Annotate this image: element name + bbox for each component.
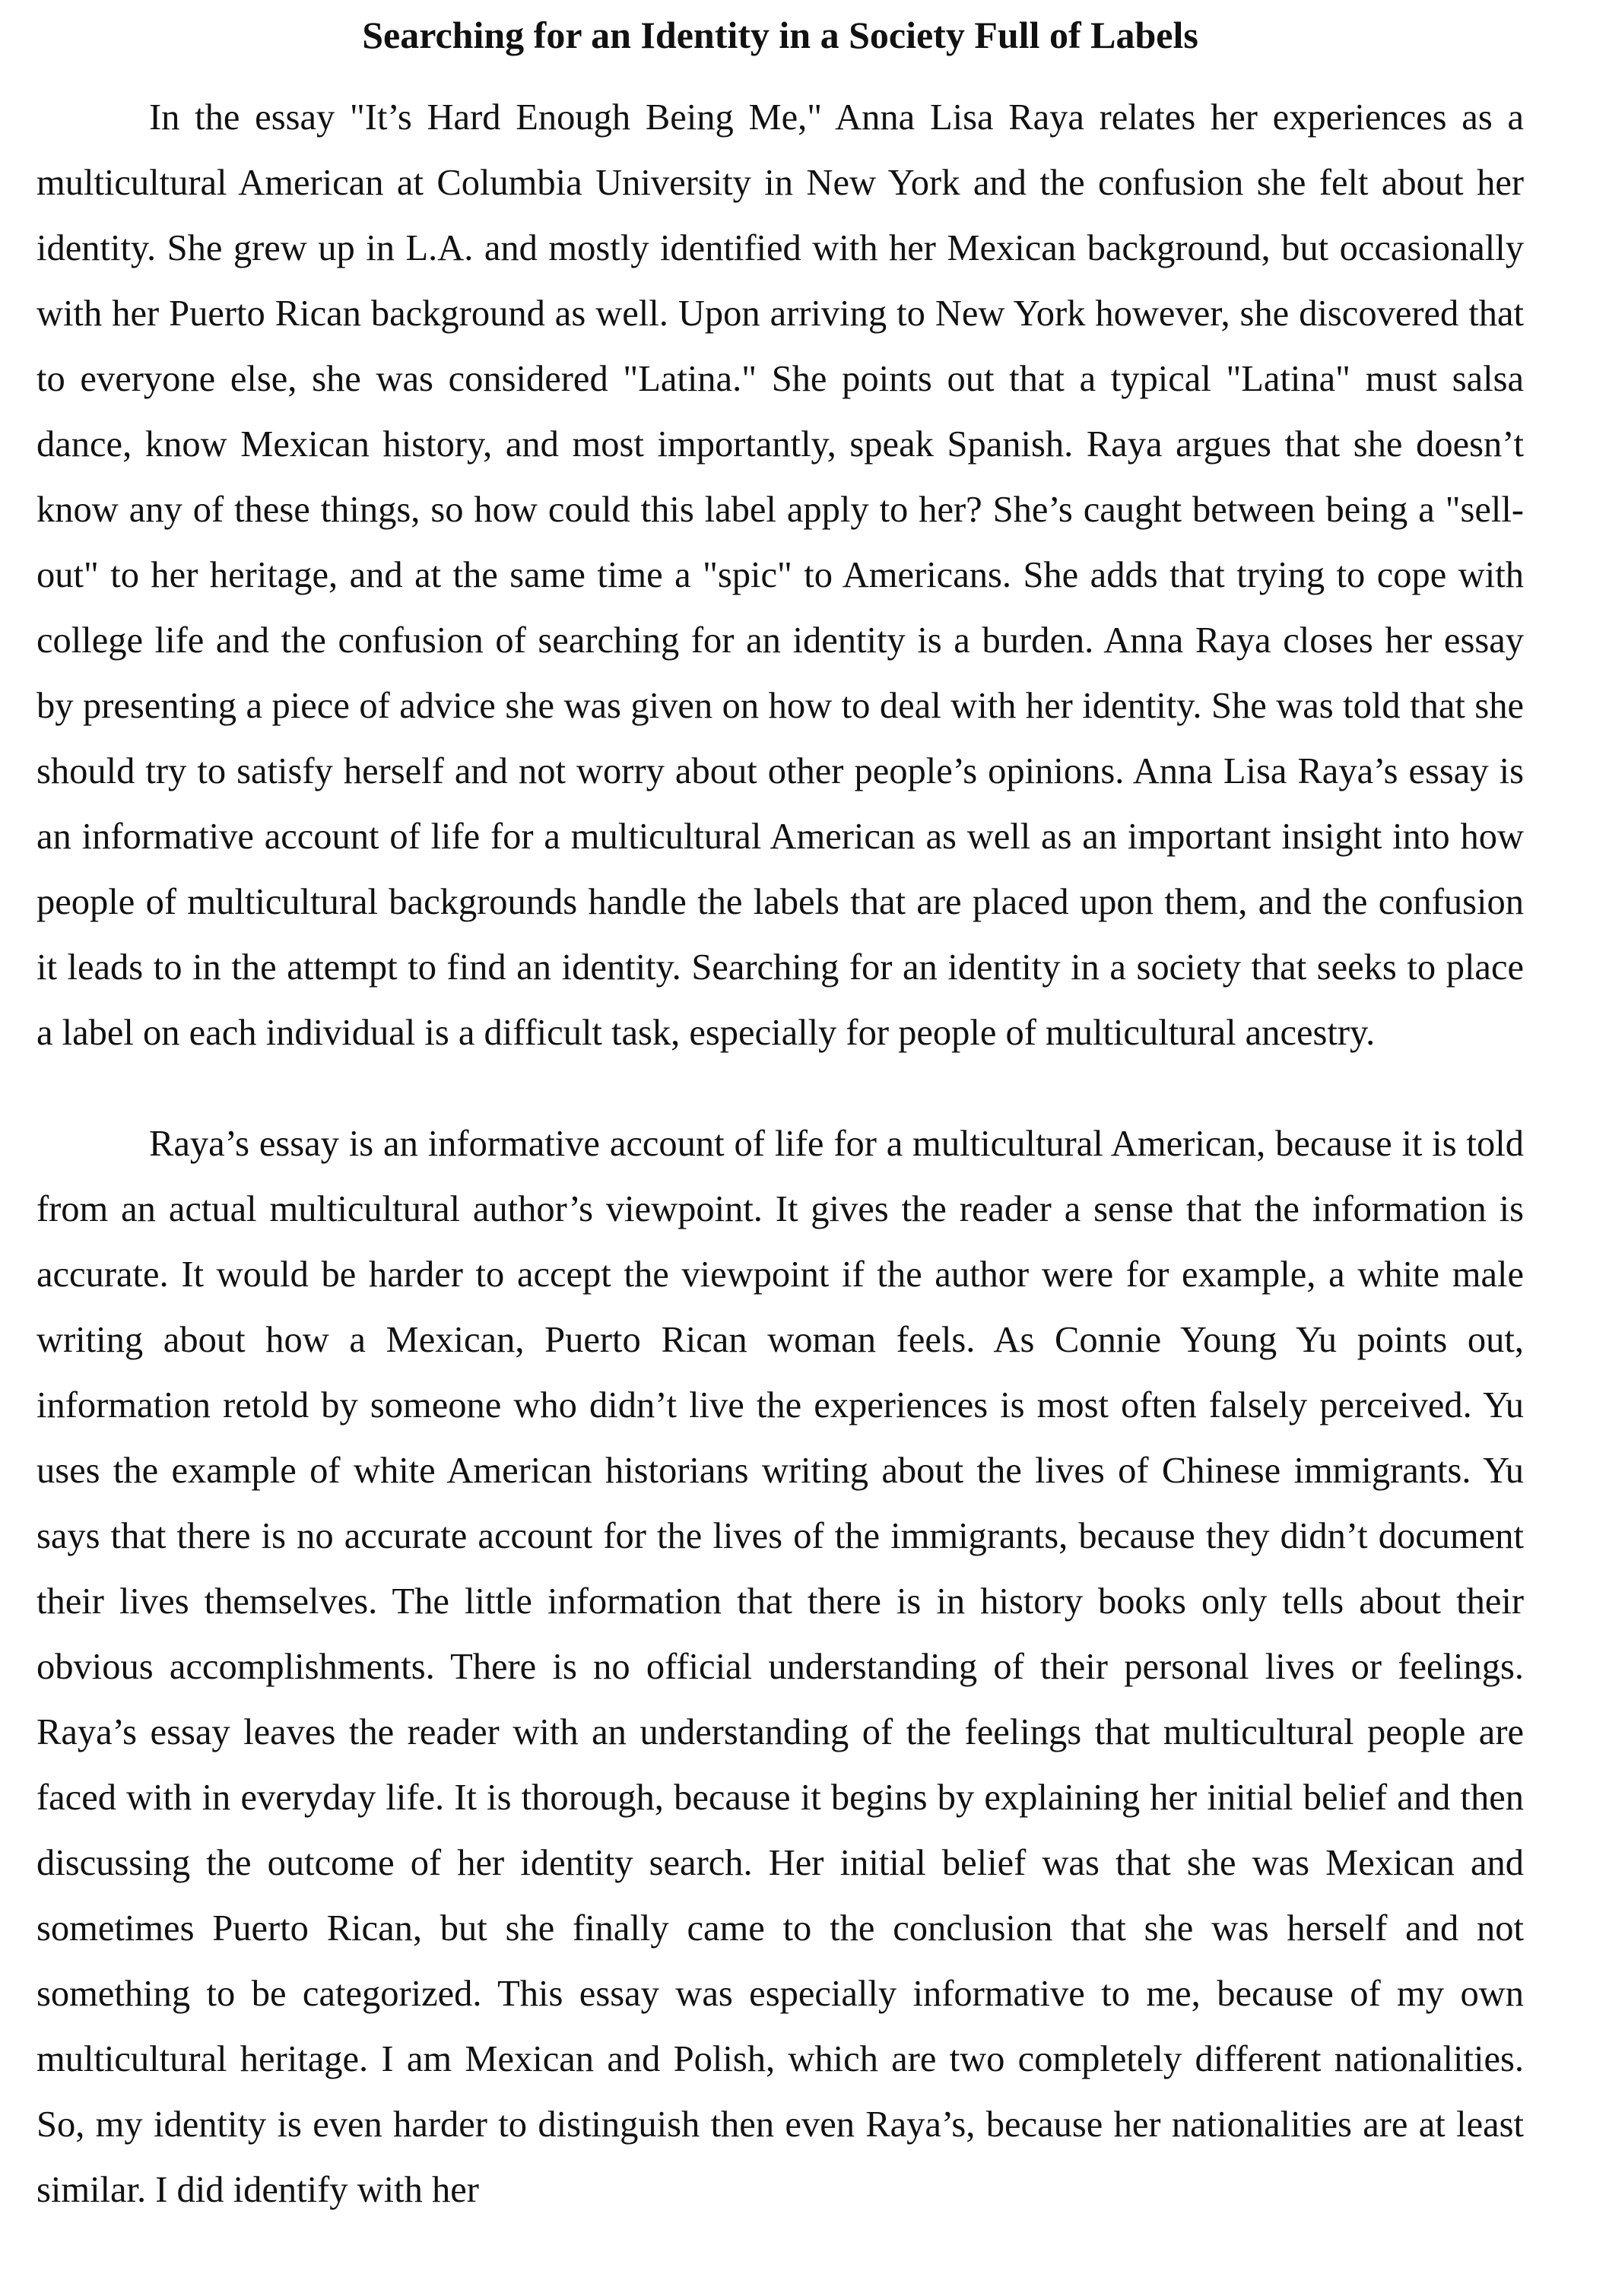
essay-paragraph-2: Raya’s essay is an informative account of life for a multicultural American, because it is told from an actual multicultural author’s viewpoint. It gives the reader a sense that the information is accurate. It would be harder to accept the viewpoint if the author were for example, a white male writing about how a Mexican, Puerto Rican woman feels. As Connie Young Yu points out, information retold by someone who didn’t live the experiences is most often falsely perceived. Yu uses the example of white American historians writing about the lives of Chinese immigrants. Yu says that there is no accurate account for the lives of the immigrants, because they didn’t document their lives themselves. The little information that there is in history books only tells about their obvious accomplishments. There is no official understanding of their personal lives or feelings. Raya’s essay leaves the reader with an understanding of the feelings that multicultural people are faced with in everyday life. It is thorough, because it begins by explaining her initial belief and then discussing the outcome of her identity search. Her initial belief was that she was Mexican and sometimes Puerto Rican, but she finally came to the conclusion that she was herself and not something to be categorized. This essay was especially informative to me, because of my own multicultural heritage. I am Mexican and Polish, which are two completely different nationalities. So, my identity is even harder to distinguish then even Raya’s, because her nationalities are at least similar. I did identify with her — [36, 1124, 1524, 2210]
essay-title: Searching for an Identity in a Society Full of Labels — [362, 14, 1198, 56]
essay-page — [36, 11, 1524, 2223]
essay-paragraph-1: In the essay "It’s Hard Enough Being Me," Anna Lisa Raya relates her experiences as a multicultural American at Columbia University in New York and the confusion she felt about her identity. She grew up in L.A. and mostly identified with her Mexican background, but occasionally with her Puerto Rican background as well. Upon arriving to New York however, she discovered that to everyone else, she was considered "Latina." She points out that a typical "Latina" must salsa dance, know Mexican history, and most importantly, speak Spanish. Raya argues that she doesn’t know any of these things, so how could this label apply to her? She’s caught between being a "sell-out" to her heritage, and at the same time a "spic" to Americans. She adds that trying to cope with college life and the confusion of searching for an identity is a burden. Anna Raya closes her essay by presenting a piece of advice she was given on how to deal with her identity. She was told that she should try to satisfy herself and not worry about other people’s opinions. Anna Lisa Raya’s essay is an informative account of life for a multicultural American as well as an important insight into how people of multicultural backgrounds handle the labels that are placed upon them, and the confusion it leads to in the attempt to find an identity. Searching for an identity in a society that seeks to place a label on each individual is a difficult task, especially for people of multicultural ancestry. — [36, 97, 1524, 1053]
